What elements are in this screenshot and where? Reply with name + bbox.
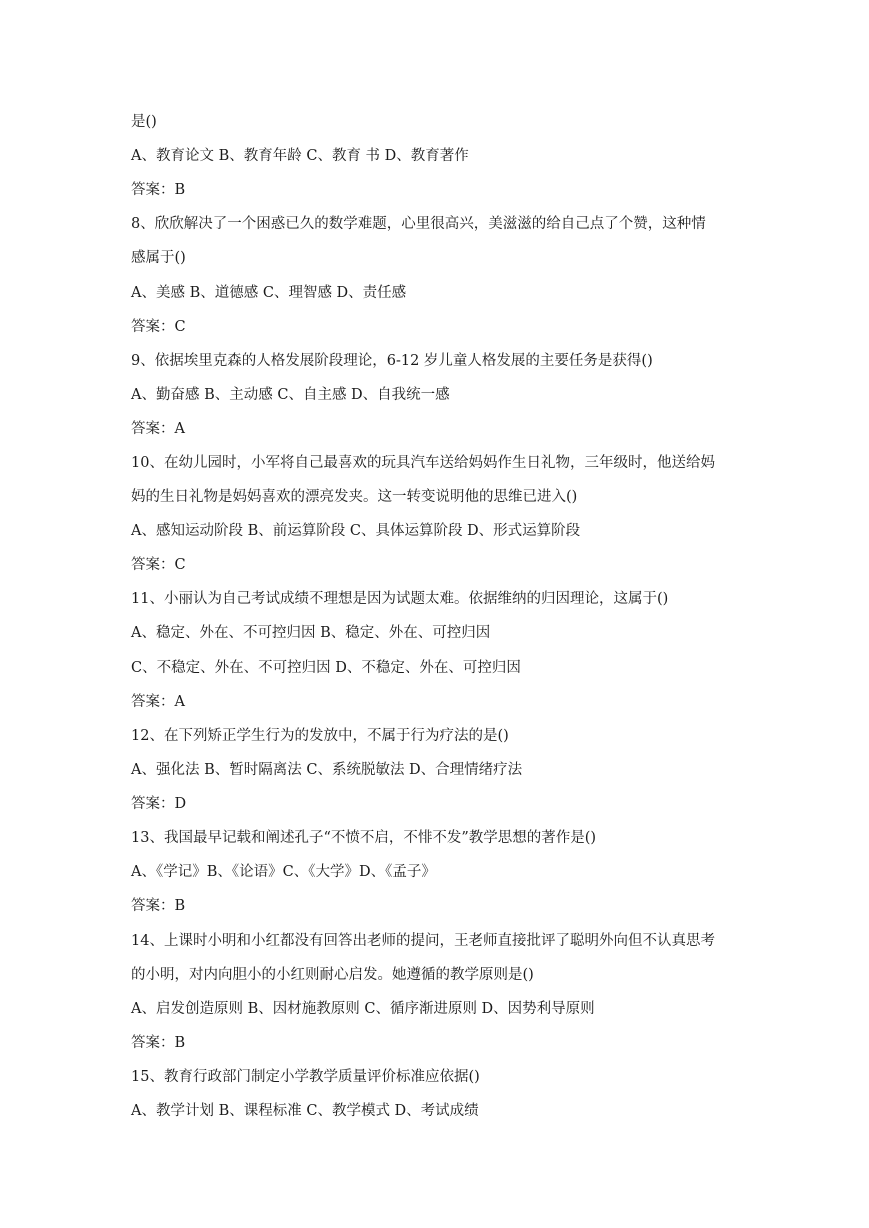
question-10-options: A、感知运动阶段 B、前运算阶段 C、具体运算阶段 D、形式运算阶段 [131,523,581,539]
question-9-stem: 9、依据埃里克森的人格发展阶段理论，6-12 岁儿童人格发展的主要任务是获得() [131,353,653,369]
question-7-options: A、教育论文 B、教育年龄 C、教育 书 D、教育著作 [131,148,469,164]
question-11-options-cd: C、不稳定、外在、不可控归因 D、不稳定、外在、可控归因 [131,660,521,676]
question-15-stem: 15、教育行政部门制定小学教学质量评价标准应依据() [131,1069,480,1085]
question-12-options: A、强化法 B、暂时隔离法 C、系统脱敏法 D、合理情绪疗法 [131,762,523,778]
question-14-stem: 14、上课时小明和小红都没有回答出老师的提问，王老师直接批评了聪明外向但不认真思考 [131,933,715,949]
question-14-answer: 答案：B [131,1035,186,1051]
question-8-stem: 8、欣欣解决了一个困惑已久的数学难题，心里很高兴，美滋滋的给自己点了个赞，这种情 [131,216,706,232]
question-10-answer: 答案：C [131,557,186,573]
question-13-answer: 答案：B [131,898,186,914]
question-8-answer: 答案：C [131,319,186,335]
question-11-options-ab: A、稳定、外在、不可控归因 B、稳定、外在、可控归因 [131,625,491,641]
question-12-answer: 答案：D [131,796,187,812]
question-9-options: A、勤奋感 B、主动感 C、自主感 D、自我统一感 [131,387,450,403]
question-14-options: A、启发创造原则 B、因材施教原则 C、循序渐进原则 D、因势利导原则 [131,1001,595,1017]
question-13-options: A、《学记》B、《论语》C、《大学》D、《孟子》 [131,864,436,880]
question-12-stem: 12、在下列矫正学生行为的发放中，不属于行为疗法的是() [131,728,509,744]
question-11-stem: 11、小丽认为自己考试成绩不理想是因为试题太难。依据维纳的归因理论，这属于() [131,591,669,607]
question-15-options: A、教学计划 B、课程标准 C、教学模式 D、考试成绩 [131,1103,479,1119]
question-14-stem-cont: 的小明，对内向胆小的小红则耐心启发。她遵循的教学原则是() [131,967,534,983]
question-9-answer: 答案：A [131,421,185,437]
question-11-answer: 答案：A [131,694,185,710]
question-13-stem: 13、我国最早记载和阐述孔子“不愤不启，不悱不发”教学思想的著作是() [131,830,597,846]
question-8-options: A、美感 B、道德感 C、理智感 D、责任感 [131,285,407,301]
question-7-answer: 答案：B [131,182,186,198]
question-7-stem-end: 是() [131,114,157,130]
question-10-stem: 10、在幼儿园时，小军将自己最喜欢的玩具汽车送给妈妈作生日礼物，三年级时，他送给妈 [131,455,715,471]
question-10-stem-cont: 妈的生日礼物是妈妈喜欢的漂亮发夹。这一转变说明他的思维已进入() [131,489,578,505]
question-8-stem-cont: 感属于() [131,250,186,266]
